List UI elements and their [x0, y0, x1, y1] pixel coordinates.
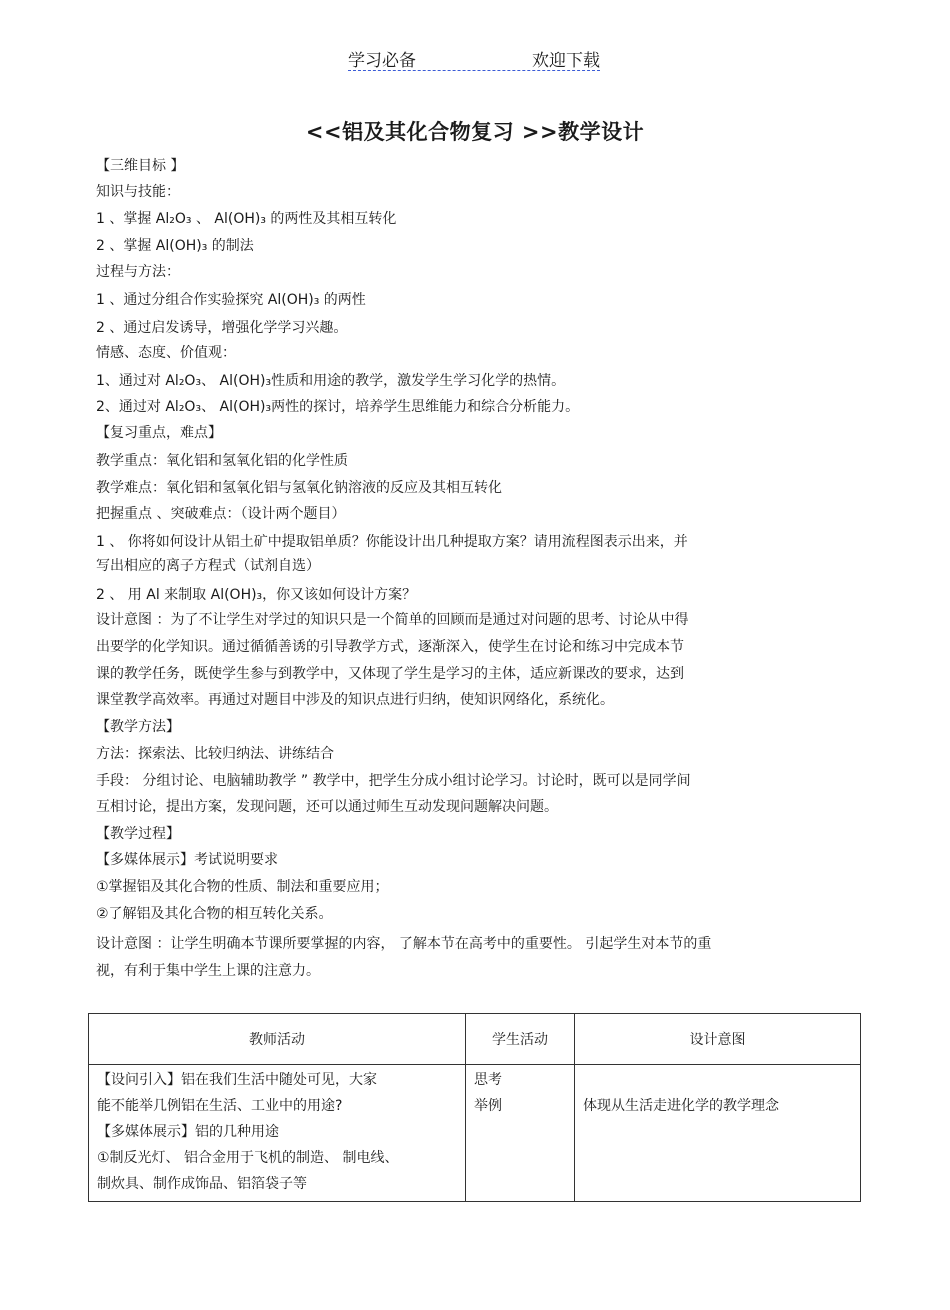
text-line: 课的教学任务，既使学生参与到教学中，又体现了学生是学习的主体，适应新课改的要求，达到: [96, 666, 684, 682]
section-heading: 【教学过程】: [96, 826, 180, 842]
section-heading: 【教学方法】: [96, 719, 180, 735]
text-line: 课堂教学高效率。再通过对题目中涉及的知识点进行归纳，使知识网络化，系统化。: [96, 692, 614, 708]
design-intent-cell: [575, 1065, 861, 1202]
text-line: 2、通过对 Al₂O₃、 Al(OH)₃两性的探讨，培养学生思维能力和综合分析能力。: [96, 399, 580, 415]
text-line: 2 、 用 Al 来制取 Al(OH)₃，你又该如何设计方案？: [96, 587, 417, 603]
text-line: 设计意图 ：为了不让学生对学过的知识只是一个简单的回顾而是通过对问题的思考、讨论从中得: [96, 612, 689, 628]
document-title: <<铝及其化合物复习 >>教学设计: [305, 120, 645, 144]
header-teacher-activity: 教师活动: [89, 1014, 466, 1065]
text-line: 过程与方法：: [96, 264, 180, 280]
text-line: 互相讨论，提出方案，发现问题，还可以通过师生互动发现问题解决问题。: [96, 799, 558, 815]
text-line: 2 、掌握 Al(OH)₃ 的制法: [96, 238, 254, 254]
text-line: 方法：探索法、比较归纳法、讲练结合: [96, 746, 334, 762]
page-header: [348, 44, 600, 71]
table-row: [89, 1065, 861, 1202]
cell-line: 举例: [474, 1098, 502, 1114]
section-heading: 【三维目标 】: [96, 158, 185, 174]
text-line: ②了解铝及其化合物的相互转化关系。: [96, 906, 333, 922]
cell-line: 【设问引入】铝在我们生活中随处可见，大家: [97, 1072, 377, 1088]
text-line: 1 、 你将如何设计从铝土矿中提取铝单质？你能设计出几种提取方案？请用流程图表示出来，并: [96, 534, 688, 550]
section-heading: 【复习重点，难点】: [96, 425, 222, 441]
text-line: 教学重点：氧化铝和氢氧化铝的化学性质: [96, 453, 348, 469]
text-line: 出要学的化学知识。通过循循善诱的引导教学方式，逐渐深入，使学生在讨论和练习中完成本节: [96, 639, 684, 655]
text-line: ①掌握铝及其化合物的性质、制法和重要应用；: [96, 879, 389, 895]
text-line: 【多媒体展示】考试说明要求: [96, 852, 278, 868]
cell-line: 制炊具、制作成饰品、铝箔袋子等: [97, 1176, 307, 1192]
text-line: 把握重点 、突破难点：（设计两个题目）: [96, 506, 346, 522]
text-line: 写出相应的离子方程式（试剂自选）: [96, 558, 320, 574]
lesson-table: [88, 1013, 861, 1202]
text-line: 2 、通过启发诱导，增强化学学习兴趣。: [96, 320, 348, 336]
text-line: 知识与技能：: [96, 184, 180, 200]
student-activity-cell: [466, 1065, 575, 1202]
header-left: 学习必备: [348, 51, 416, 71]
cell-line: 能不能举几例铝在生活、工业中的用途?: [97, 1098, 343, 1114]
cell-line: ①制反光灯、 铝合金用于飞机的制造、 制电线、: [97, 1150, 399, 1166]
text-line: 1、通过对 Al₂O₃、 Al(OH)₃性质和用途的教学，激发学生学习化学的热情。: [96, 373, 566, 389]
text-line: 1 、通过分组合作实验探究 Al(OH)₃ 的两性: [96, 292, 366, 308]
header-student-activity: 学生活动: [466, 1014, 575, 1065]
teacher-activity-cell: [89, 1065, 466, 1202]
text-line: 手段： 分组讨论、电脑辅助教学 ” 教学中，把学生分成小组讨论学习。讨论时，既可以是同学间: [96, 773, 691, 789]
text-line: 教学难点：氧化铝和氢氧化铝与氢氧化钠溶液的反应及其相互转化: [96, 480, 502, 496]
text-line: 情感、态度、价值观：: [96, 345, 236, 361]
header-design-intent: 设计意图: [575, 1014, 861, 1065]
header-right: 欢迎下载: [532, 51, 600, 71]
cell-line: 体现从生活走进化学的教学理念: [583, 1098, 779, 1114]
cell-line: 思考: [474, 1072, 502, 1088]
text-line: 1 、掌握 Al₂O₃ 、 Al(OH)₃ 的两性及其相互转化: [96, 211, 397, 227]
text-line: 设计意图 ：让学生明确本节课所要掌握的内容， 了解本节在高考中的重要性。 引起学生对本节的重: [96, 936, 712, 952]
cell-line: 【多媒体展示】铝的几种用途: [97, 1124, 279, 1140]
table-header-row: [89, 1014, 861, 1065]
text-line: 视，有利于集中学生上课的注意力。: [96, 963, 320, 979]
